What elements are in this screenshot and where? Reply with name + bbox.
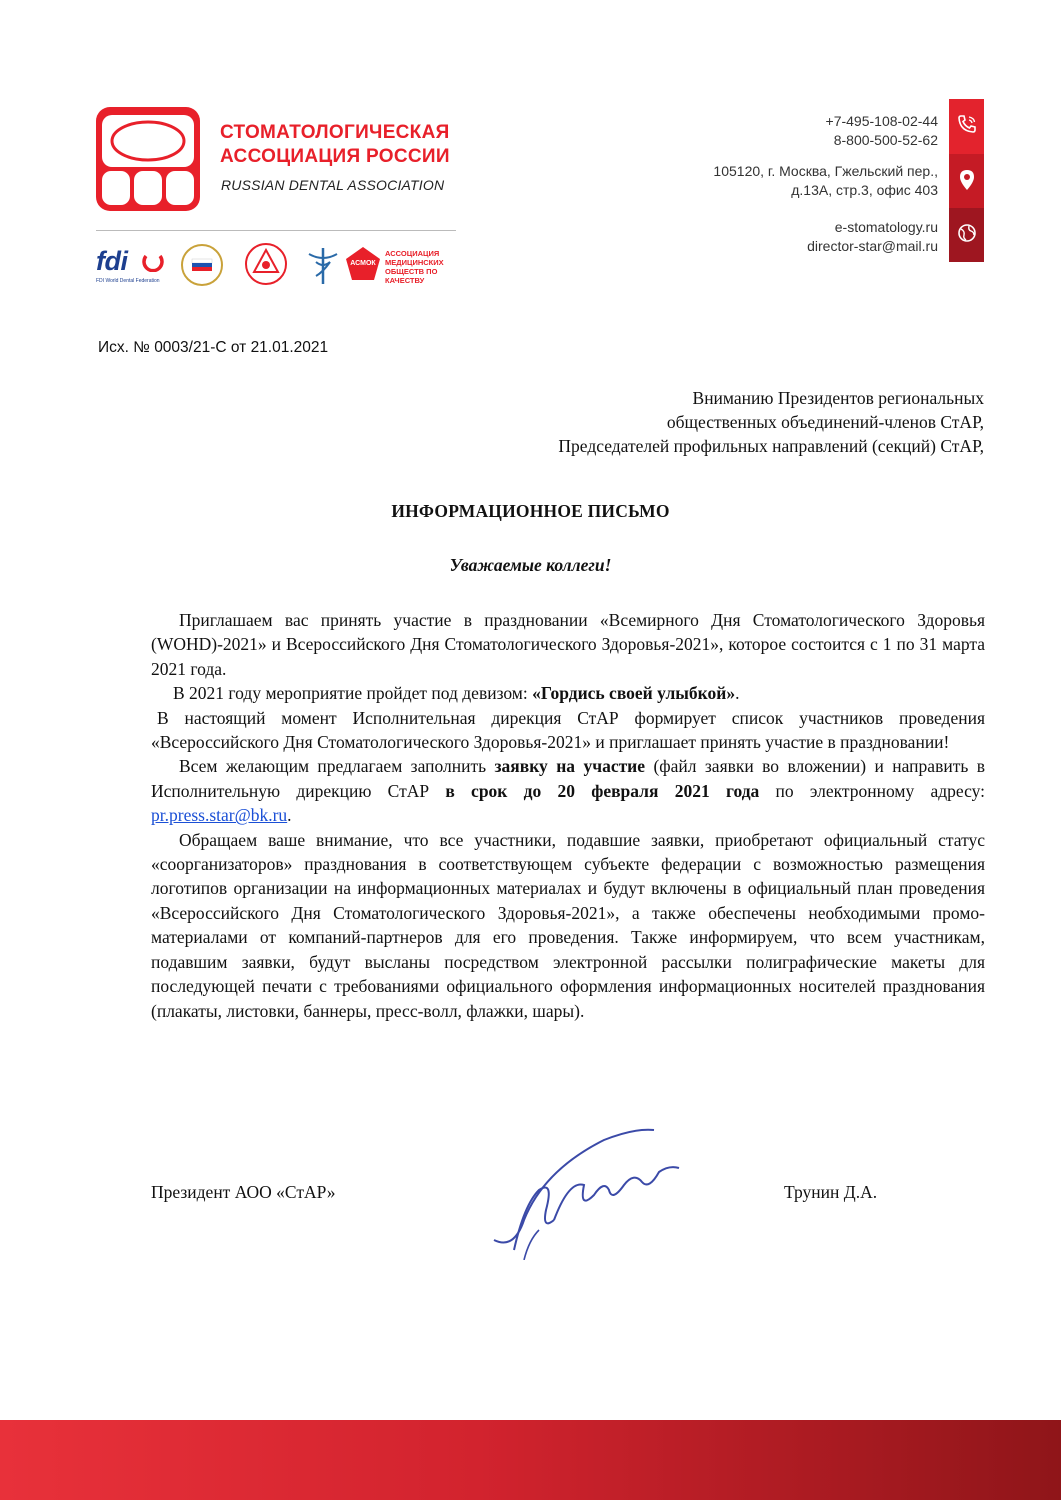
website: e-stomatology.ru bbox=[834, 219, 938, 235]
phone-number-1: +7-495-108-02-44 bbox=[825, 113, 938, 129]
asmok-name: АССОЦИАЦИЯ МЕДИЦИНСКИХ ОБЩЕСТВ ПО КАЧЕСТВУ bbox=[385, 249, 444, 285]
location-pin-icon bbox=[957, 169, 977, 191]
header-divider bbox=[96, 230, 456, 231]
paragraph-1: Приглашаем вас принять участие в праздновании «Всемирного Дня Стоматологического Здоровья (WOHD)-2021» и Всероссийского Дня Стоматологического Здоровья-2021», которое состоится с 1 по 31 марта 2021 года. bbox=[151, 610, 985, 679]
address-line-2: д.13А, стр.3, офис 403 bbox=[791, 182, 938, 198]
outgoing-number: Исх. № 0003/21-С от 21.01.2021 bbox=[98, 339, 329, 356]
organization-name-line1: СТОМАТОЛОГИЧЕСКАЯ bbox=[220, 122, 450, 143]
organization-name-line2: АССОЦИАЦИЯ РОССИИ bbox=[220, 146, 450, 167]
fdi-smile-icon bbox=[142, 250, 164, 272]
paragraph-3: В настоящий момент Исполнительная дирекция СтАР формирует список участников проведения «Всероссийского Дня Стоматологического Здоровья-2021» и приглашает принять участие в праздновании! bbox=[151, 707, 985, 753]
phone-icon bbox=[957, 114, 977, 134]
phone-cell bbox=[949, 99, 984, 154]
dental-society-emblem-logo bbox=[244, 242, 288, 286]
contact-email-link[interactable]: pr.press.star@bk.ru bbox=[151, 805, 288, 826]
partner-logos bbox=[96, 240, 456, 290]
letter-body bbox=[151, 608, 985, 1023]
paragraph-4 bbox=[151, 754, 985, 827]
deadline: в срок до 20 февраля 2021 года bbox=[445, 780, 760, 801]
motto: «Гордись своей улыбкой» bbox=[532, 683, 736, 704]
organization-name-english: RUSSIAN DENTAL ASSOCIATION bbox=[221, 177, 445, 193]
organization-logo bbox=[96, 107, 200, 211]
fdi-subtitle: FDI World Dental Federation bbox=[96, 278, 160, 284]
paragraph-5: Обращаем ваше внимание, что все участники, подавшие заявки, приобретают официальный статус «соорганизаторов» празднования в соответствующем субъекте федерации с возможностью размещения логотипов организации на информационных материалах и будут включены в официальный план проведения «Всероссийского Дня Стоматологического Здоровья-2021», а также обеспечены необходимыми промо-материалами от компаний-партнеров для его проведения. Также информируем, что всем участникам, подавшим заявки, будут высланы посредством электронной рассылки полиграфические макеты для последующей печати с требованиями официального оформления информационных носителей празднования (плакаты, листовки, баннеры, пресс-волл, флажки, шары). bbox=[151, 829, 985, 1021]
caduceus-logo bbox=[301, 242, 345, 286]
globe-icon bbox=[957, 223, 977, 243]
paragraph-4-mid2: по электронному адресу: bbox=[759, 780, 985, 801]
location-cell bbox=[949, 154, 984, 208]
web-block bbox=[608, 218, 938, 256]
paragraph-2 bbox=[151, 681, 985, 705]
asmok-badge-label: АСМОК bbox=[350, 260, 376, 267]
fdi-logo bbox=[96, 246, 128, 277]
fdi-logo-text: fdi bbox=[96, 246, 128, 276]
footer-band bbox=[0, 1420, 1061, 1500]
national-medical-chamber-logo bbox=[180, 243, 224, 287]
addressee-line-3: Председателей профильных направлений (секций) СтАР, bbox=[558, 436, 984, 456]
email: director-star@mail.ru bbox=[807, 238, 938, 254]
phone-block bbox=[608, 112, 938, 150]
signer-name: Трунин Д.А. bbox=[784, 1182, 878, 1202]
web-cell bbox=[949, 208, 984, 262]
contact-icon-bar bbox=[949, 99, 984, 262]
addressee-line-1: Вниманию Президентов региональных bbox=[692, 388, 984, 408]
addressee-block bbox=[384, 386, 984, 458]
addressee-line-2: общественных объединений-членов СтАР, bbox=[666, 412, 984, 432]
address-line-1: 105120, г. Москва, Гжельский пер., bbox=[713, 163, 938, 179]
phone-number-2: 8-800-500-52-62 bbox=[833, 132, 938, 148]
paragraph-4-text: Всем желающим предлагаем заполнить bbox=[179, 756, 495, 777]
document-title: ИНФОРМАЦИОННОЕ ПИСЬМО bbox=[391, 501, 670, 521]
signer-role: Президент АОО «СтАР» bbox=[151, 1182, 336, 1202]
paragraph-2-text: В 2021 году мероприятие пройдет под девизом: bbox=[173, 683, 533, 704]
paragraph-2-end: . bbox=[735, 683, 740, 704]
salutation: Уважаемые коллеги! bbox=[449, 555, 612, 575]
address-block bbox=[608, 162, 938, 200]
handwritten-signature bbox=[484, 1110, 704, 1260]
organization-name bbox=[220, 121, 460, 169]
paragraph-4-mid: (файл заявки во вложении) и направить в Исполнительную дирекцию СтАР bbox=[151, 756, 985, 801]
paragraph-4-end: . bbox=[287, 805, 292, 826]
application-form-label: заявку на участие bbox=[494, 756, 646, 777]
